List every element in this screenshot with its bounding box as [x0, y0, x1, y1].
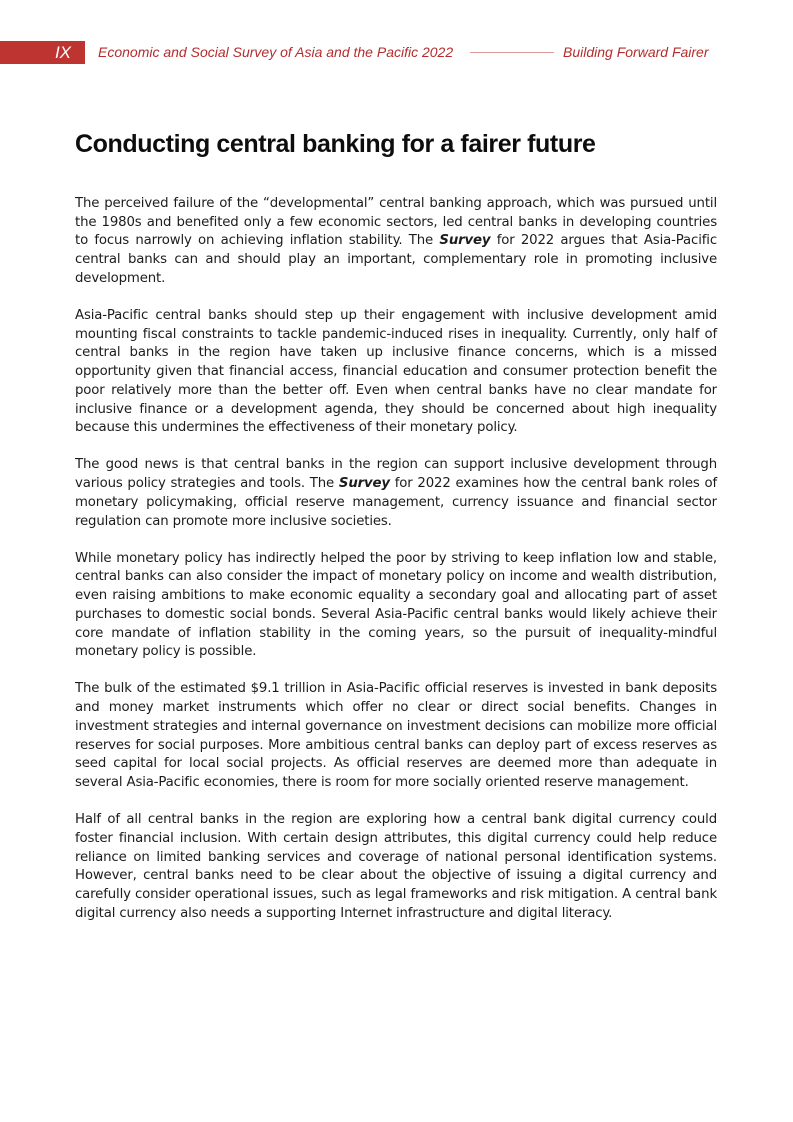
body-text [75, 195, 717, 942]
running-title: Economic and Social Survey of Asia and the Pacific 2022 [98, 44, 454, 60]
paragraph-6: Half of all central banks in the region are exploring how a central bank digital currency could foster financial inclusion. With certain design attributes, this digital currency could help reduce reliance on limited banking services and coverage of national personal identification systems. However, central banks need to be clear about the objective of issuing a digital currency and carefully consider operational issues, such as legal frameworks and risk mitigation. A central bank digital currency also needs a supporting Internet infrastructure and digital literacy. [75, 812, 717, 921]
paragraph-5: The bulk of the estimated $9.1 trillion in Asia-Pacific official reserves is invested in bank deposits and money market instruments which offer no clear or direct social benefits. Changes in investment strategies and internal governance on investment decisions can mobilize more official reserves for social purposes. More ambitious central banks can deploy part of excess reserves as seed capital for local social projects. As official reserves are deemed more than adequate in several Asia-Pacific economies, there is room for more socially oriented reserve management. [75, 681, 717, 790]
page-number: IX [54, 43, 71, 62]
running-subtitle: Building Forward Fairer [563, 44, 709, 60]
paragraph-4: While monetary policy has indirectly helped the poor by striving to keep inflation low and stable, central banks can also consider the impact of monetary policy on income and wealth distribution, even raising ambitions to make economic equality a secondary goal and allocating part of asset purchases to domestic social bonds. Several Asia-Pacific central banks would likely achieve their core mandate of inflation stability in the coming years, so the pursuit of inequality-mindful monetary policy is possible. [75, 550, 717, 660]
survey-italic: Survey [439, 233, 491, 249]
section-title: Conducting central banking for a fairer future [75, 130, 596, 158]
paragraph-3: The good news is that central banks in the region can support inclusive development through various policy strategies and tools. The Survey for 2022 examines how the central bank roles of monetary policymaking, official reserve management, currency issuance and financial sector regulation can promote more inclusive societies. [75, 457, 717, 529]
survey-italic: Survey [338, 476, 390, 492]
header-divider [470, 52, 554, 53]
paragraph-2: Asia-Pacific central banks should step up their engagement with inclusive development amid mounting fiscal constraints to tackle pandemic-induced rises in inequality. Currently, only half of central banks in the region have taken up inclusive finance concerns, which is a missed opportunity given that financial access, financial education and consumer protection benefit the poor relatively more than the better off. Even when central banks have no clear mandate for inclusive finance or a development agenda, they should be concerned about high inequality because this undermines the effectiveness of their monetary policy. [75, 308, 717, 436]
paragraph-1: The perceived failure of the “developmental” central banking approach, which was pursued until the 1980s and benefited only a few economic sectors, led central banks in developing countries to focus narrowly on achieving inflation stability. The Survey for 2022 argues that Asia-Pacific central banks can and should play an important, complementary role in promoting inclusive development. [75, 196, 717, 286]
page-header [0, 41, 793, 64]
page-number-badge [0, 41, 85, 64]
